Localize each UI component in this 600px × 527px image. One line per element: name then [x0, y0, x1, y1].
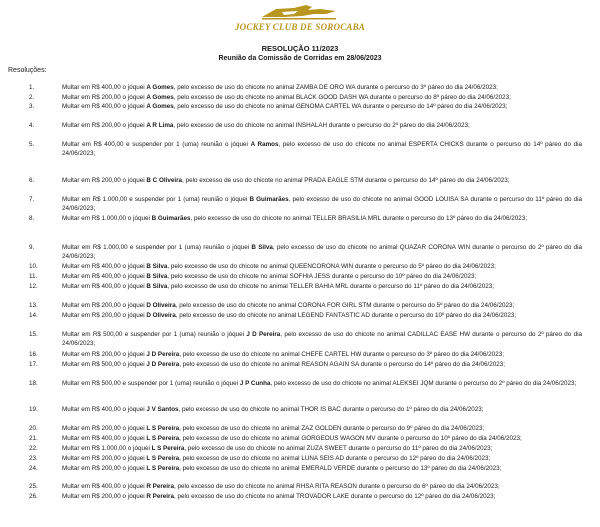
jockey-name: B Guimarães	[151, 215, 191, 222]
item-number: 7.	[29, 196, 35, 203]
item-number: 4.	[29, 122, 35, 129]
item-penalty: Multar em R$ 200,00 o jóquei	[62, 425, 147, 432]
item-text	[62, 272, 582, 281]
item-number: 2.	[29, 94, 35, 101]
item-penalty: Multar em R$ 500,00 e suspender por 1 (uma) reunião o jóquei	[62, 331, 247, 338]
jockey-name: J D Pereira	[146, 361, 180, 368]
item-penalty: Multar em R$ 500,00 e suspender por 1 (uma) reunião o jóquei	[62, 380, 240, 387]
jockey-name: J D Pereira	[146, 351, 180, 358]
item-number: 19.	[29, 406, 38, 413]
item-number: 25.	[29, 483, 38, 490]
item-penalty: Multar em R$ 200,00 o jóquei	[62, 94, 147, 101]
item-text	[62, 83, 582, 92]
item-number: 15.	[29, 331, 38, 338]
jockey-name: B Silva	[146, 283, 168, 290]
item-details: , pelo excesso de uso do chicote no animal CORONA FOR GIRL STM durante o percurso do 5º páreo do dia 24/06/2023;	[175, 302, 515, 309]
item-text	[62, 424, 582, 433]
jockey-name: A R Lima	[146, 122, 174, 129]
jockey-club-logo	[254, 3, 344, 21]
item-text	[62, 195, 582, 213]
jockey-name: L S Pereira	[146, 435, 180, 442]
item-details: , pelo excesso de uso do chicote no animal THOR IS BAC durante o percurso do 1º páreo do dia 24/06/2023;	[178, 406, 484, 413]
item-penalty: Multar em R$ 1.000,00 e suspender por 1 (uma) reunião o jóquei	[62, 244, 252, 251]
jockey-name: A Gomes	[146, 84, 174, 91]
item-details: , pelo excesso de uso do chicote no animal EMERALD VERDE durante o percurso do 13º páreo do dia 24/06/2023;	[179, 465, 502, 472]
jockey-name: A Gomes	[146, 94, 174, 101]
item-number: 16.	[29, 351, 38, 358]
item-penalty: Multar em R$ 200,00 o jóquei	[62, 455, 147, 462]
item-text	[62, 311, 582, 320]
jockey-name: J P Cunha	[239, 380, 271, 387]
item-details: , pelo excesso de uso do chicote no animal ZAMBA DE ORO WA durante o percurso do 3º páreo do dia 24/06/2023;	[173, 84, 498, 91]
item-penalty: Multar em R$ 400,00 o jóquei	[62, 273, 147, 280]
item-text	[62, 214, 582, 223]
jockey-name: B Silva	[146, 263, 168, 270]
item-number: 22.	[29, 445, 38, 452]
item-number: 5.	[29, 141, 35, 148]
item-text	[62, 140, 582, 158]
item-details: , pelo excesso de uso do chicote no animal ZUZA SWEET durante o percurso do 11º páreo do dia 24/06/2023;	[184, 445, 493, 452]
item-penalty: Multar em R$ 400,00 o jóquei	[62, 103, 147, 110]
item-penalty: Multar em R$ 200,00 o jóquei	[62, 465, 147, 472]
item-number: 9.	[29, 244, 35, 251]
jockey-name: D Oliveira	[146, 312, 176, 319]
item-penalty: Multar em R$ 400,00 e suspender por 1 (uma) reunião o jóquei	[62, 141, 251, 148]
item-penalty: Multar em R$ 200,00 o jóquei	[62, 312, 147, 319]
item-text	[62, 492, 582, 501]
item-details: , pelo excesso de uso do chicote no animal CHEFE CARTEL HW durante o percurso do 3º páreo do dia 24/06/2023;	[179, 351, 504, 358]
item-number: 3.	[29, 103, 35, 110]
item-penalty: Multar em R$ 400,00 o jóquei	[62, 283, 147, 290]
item-details: , pelo excesso de uso do chicote no animal INSHALAH durante o percurso do 2º páreo do dia 24/06/2023;	[173, 122, 470, 129]
item-details: , pelo excesso de uso do chicote no animal GORGEOUS WAGON MV durante o percurso do 10º páreo do dia 24/06/2023;	[179, 435, 522, 442]
jockey-name: J D Pereira	[246, 331, 281, 338]
item-penalty: Multar em R$ 400,00 o jóquei	[62, 263, 147, 270]
jockey-name: L S Pereira	[146, 465, 180, 472]
item-details: , pelo excesso de uso do chicote no animal ALEKSEI JQM durante o percurso do 2º páreo do dia 24/06/2023;	[270, 380, 577, 387]
item-penalty: Multar em R$ 400,00 o jóquei	[62, 483, 147, 490]
jockey-name: A Gomes	[146, 103, 174, 110]
item-penalty: Multar em R$ 400,00 o jóquei	[62, 406, 147, 413]
item-number: 24.	[29, 465, 38, 472]
item-details: , pelo excesso de uso do chicote no animal ESPERTA CHICKS durante o percurso do 14º páreo do dia 24/06/2023;	[62, 141, 582, 157]
item-number: 14.	[29, 312, 38, 319]
item-text	[62, 405, 582, 414]
jockey-name: L S Pereira	[146, 425, 180, 432]
item-penalty: Multar em R$ 200,00 o jóquei	[62, 177, 147, 184]
item-number: 13.	[29, 302, 38, 309]
item-details: , pelo excesso de uso do chicote no animal QUAZAR CORONA WIN durante o percurso do 2º páreo do dia 24/06/2023;	[62, 244, 582, 260]
item-details: , pelo excesso de uso do chicote no animal TROVADOR LAKE durante o percurso do 12º páreo do dia 24/06/2023;	[174, 493, 496, 500]
item-text	[62, 262, 582, 271]
item-details: , pelo excesso de uso do chicote no animal LEGEND FANTASTIC AD durante o percurso do 10º páreo do dia 24/06/2023;	[175, 312, 517, 319]
item-number: 26.	[29, 493, 38, 500]
item-details: , pelo excesso de uso do chicote no animal QUEENCORONA WIN durante o percurso do 5º páreo do dia 24/06/2023;	[167, 263, 496, 270]
jockey-name: R Pereira	[146, 493, 175, 500]
jockey-name: B Silva	[146, 273, 168, 280]
resolution-subtitle: Reunião da Comissão de Corridas em 28/06/2023	[218, 55, 382, 62]
item-text	[62, 102, 582, 111]
item-number: 18.	[29, 380, 38, 387]
item-penalty: Multar em R$ 200,00 o jóquei	[62, 351, 147, 358]
item-text	[62, 454, 582, 463]
item-details: , pelo excesso de uso do chicote no animal ZAZ GOLDEN durante o percurso do 9º páreo do dia 24/06/2023;	[179, 425, 485, 432]
item-penalty: Multar em R$ 1.000,00 o jóquei	[62, 215, 152, 222]
item-text	[62, 330, 582, 348]
item-text	[62, 464, 582, 473]
item-number: 20.	[29, 425, 38, 432]
jockey-name: R Pereira	[146, 483, 175, 490]
item-details: , pelo excesso de uso do chicote no animal REASON AGAIN SA durante o percurso do 14º páreo do dia 24/06/2023;	[179, 361, 506, 368]
item-number: 11.	[29, 273, 38, 280]
item-text	[62, 379, 582, 388]
item-details: , pelo excesso de uso do chicote no animal PRADA EAGLE STM durante o percurso do 14º páreo do dia 24/06/2023;	[182, 177, 510, 184]
club-name: JOCKEY CLUB DE SOROCABA	[234, 22, 366, 32]
item-text	[62, 301, 582, 310]
item-penalty: Multar em R$ 200,00 o jóquei	[62, 122, 147, 129]
resolution-title: RESOLUÇÃO 11/2023	[261, 44, 339, 53]
jockey-name: B Silva	[251, 244, 273, 251]
item-number: 1.	[29, 84, 35, 91]
item-details: , pelo excesso de uso do chicote no animal TELLER BAHIA MRL durante o percurso do 11º páreo do dia 24/06/2023;	[167, 283, 495, 290]
item-number: 8.	[29, 215, 35, 222]
item-text	[62, 350, 582, 359]
item-text	[62, 434, 582, 443]
item-details: , pelo excesso de uso do chicote no animal SOFHIA JESS durante o percurso do 10º páreo do dia 24/06/2023;	[167, 273, 477, 280]
item-number: 10.	[29, 263, 38, 270]
jockey-name: L S Pereira	[151, 445, 185, 452]
item-text	[62, 360, 582, 369]
item-text	[62, 93, 582, 102]
item-details: , pelo excesso de uso do chicote no animal RHSA RITA REASON durante o percurso do 6º páreo do dia 24/06/2023;	[174, 483, 500, 490]
item-text	[62, 482, 582, 491]
item-details: , pelo excesso de uso do chicote no animal CADILLAC EASE HW durante o percurso do 2º páreo do dia 24/06/2023;	[62, 331, 583, 347]
jockey-name: B Guimarães	[249, 196, 289, 203]
item-penalty: Multar em R$ 200,00 o jóquei	[62, 302, 147, 309]
item-penalty: Multar em R$ 400,00 o jóquei	[62, 84, 147, 91]
item-penalty: Multar em R$ 500,00 o jóquei	[62, 361, 147, 368]
item-number: 21.	[29, 435, 38, 442]
item-penalty: Multar em R$ 400,00 o jóquei	[62, 435, 147, 442]
jockey-name: A Ramos	[250, 141, 279, 148]
item-details: , pelo excesso de uso do chicote no animal GENOMA CARTEL WA durante o percurso do 14º páreo do dia 24/06/2023;	[173, 103, 508, 110]
item-penalty: Multar em R$ 200,00 o jóquei	[62, 493, 147, 500]
item-details: , pelo excesso de uso do chicote no animal LUNA SEIS AD durante o percurso do 12º páreo do dia 24/06/2023;	[179, 455, 491, 462]
item-number: 6.	[29, 177, 35, 184]
item-text	[62, 176, 582, 185]
item-number: 17.	[29, 361, 38, 368]
item-text	[62, 121, 582, 130]
resolucoes-label: Resoluções:	[8, 67, 47, 74]
item-text	[62, 282, 582, 291]
jockey-name: J V Santos	[146, 406, 179, 413]
item-penalty: Multar em R$ 1.000,00 e suspender por 1 (uma) reunião o jóquei	[62, 196, 250, 203]
jockey-name: L S Pereira	[146, 455, 180, 462]
item-number: 23.	[29, 455, 38, 462]
item-details: , pelo excesso de uso do chicote no animal GOOD LOUISA SA durante o percurso do 11º páreo do dia 24/06/2023;	[62, 196, 582, 212]
item-details: , pelo excesso de uso do chicote no animal TELLER BRASILIA MRL durante o percurso do 13º páreo do dia 24/06/2023;	[190, 215, 528, 222]
item-details: , pelo excesso de uso do chicote no animal BLACK GOOD DASH WA durante o percurso do 8º páreo do dia 24/06/2023;	[173, 94, 511, 101]
jockey-name: B C Oliveira	[146, 177, 183, 184]
item-text	[62, 444, 582, 453]
jockey-name: D Oliveira	[146, 302, 176, 309]
item-penalty: Multar em R$ 1.000,00 o jóquei	[62, 445, 152, 452]
item-text	[62, 243, 582, 261]
item-number: 12.	[29, 283, 38, 290]
